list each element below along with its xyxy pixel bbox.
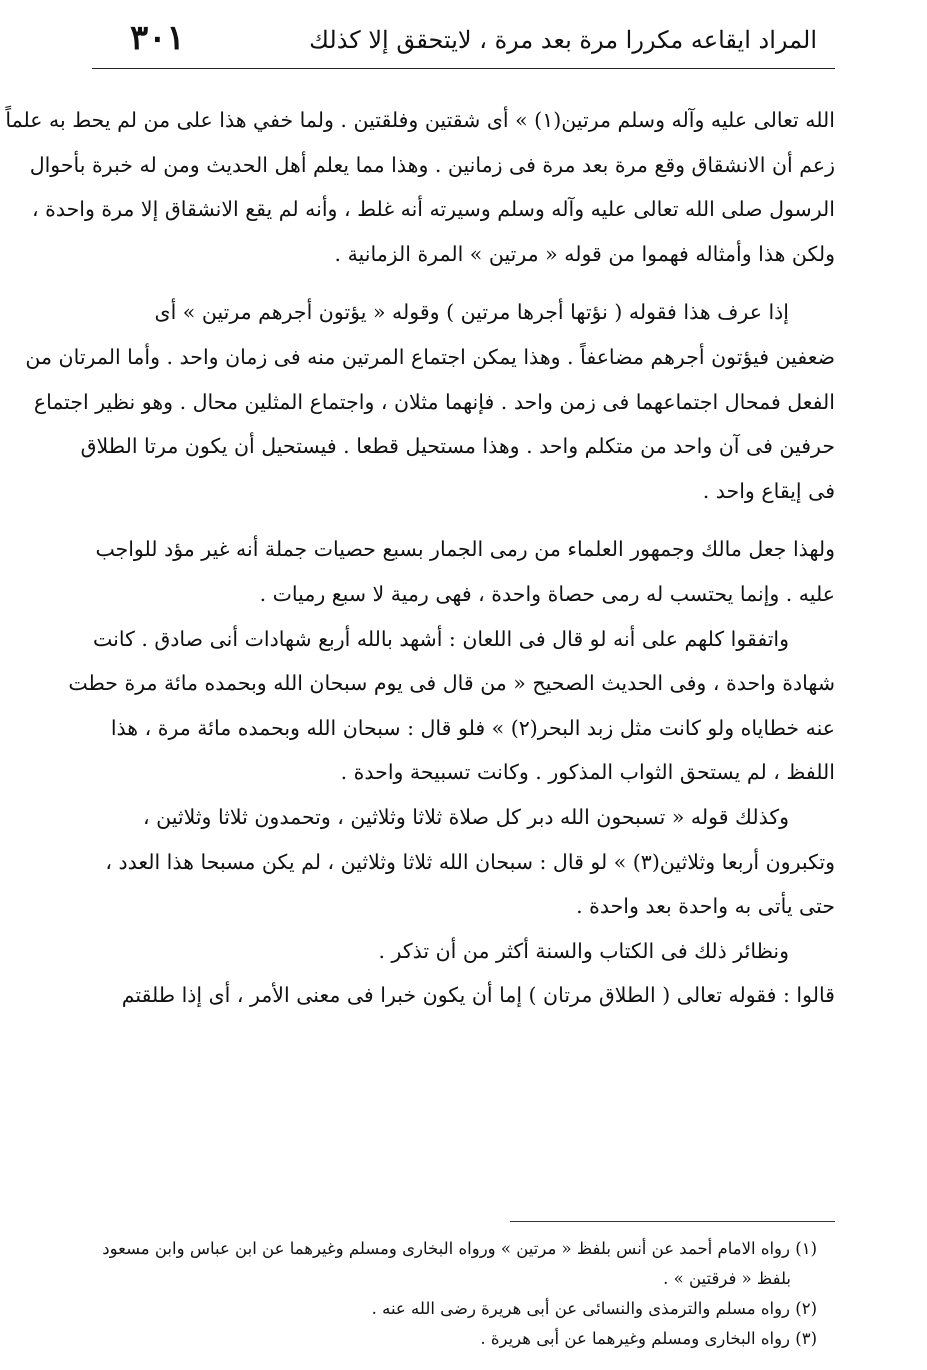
text-line: عليه . وإنما يحتسب له رمى حصاة واحدة ، فهى رمية لا سبع رميات . [259,581,835,606]
text-line: اللفظ ، لم يستحق الثواب المذكور . وكانت تسبيحة واحدة . [340,760,835,785]
text-line: شهادة واحدة ، وفى الحديث الصحيح « من قال فى يوم سبحان الله وبحمده مائة مرة حطت [68,671,835,696]
header-rule [92,68,835,69]
text-line: زعم أن الانشقاق وقع مرة بعد مرة فى زمانين . وهذا مما يعلم أهل الحديث ومن له خبرة بأحوال [29,152,835,177]
page-number: ٣٠١ [130,18,185,58]
text-line: الفعل فمحال اجتماعهما فى زمن واحد . فإنهما مثلان ، واجتماع المثلين محال . وهو نظير اجتماع [33,389,835,414]
text-line: ولهذا جعل مالك وجمهور العلماء من رمى الجمار بسبع حصيات جملة أنه غير مؤد للواجب [95,537,835,562]
body-text [5,98,835,1018]
text-line: قالوا : فقوله تعالى ( الطلاق مرتان ) إما أن يكون خبرا فى معنى الأمر ، أى إذا طلقتم [121,983,835,1008]
text-line: واتفقوا كلهم على أنه لو قال فى اللعان : أشهد بالله أربع شهادات أنى صادق . كانت [92,626,789,651]
paragraph-gap [92,513,835,527]
text-line: إذا عرف هذا فقوله ( نؤتها أجرها مرتين ) وقوله « يؤتون أجرهم مرتين » أى [154,300,789,325]
text-line: ضعفين فيؤتون أجرهم مضاعفاً . وهذا يمكن اجتماع المرتين منه فى زمان واحد . وأما المرتان من [25,344,835,369]
footnote-line: بلفظ « فرقتين » . [663,1269,791,1288]
footnotes [92,1234,817,1354]
text-line: وتكبرون أربعا وثلاثين(٣) » لو قال : سبحان الله ثلاثا وثلاثين ، لم يكن مسبحا هذا العدد ، [105,849,835,874]
text-line: ولكن هذا وأمثاله فهموا من قوله « مرتين » المرة الزمانية . [334,241,835,266]
page-header [92,18,835,62]
text-line: ونظائر ذلك فى الكتاب والسنة أكثر من أن تذكر . [378,938,789,963]
text-line: وكذلك قوله « تسبحون الله دبر كل صلاة ثلاثا وثلاثين ، وتحمدون ثلاثا وثلاثين ، [142,804,789,829]
footnote-line: (٢) رواه مسلم والترمذى والنسائى عن أبى هريرة رضى الله عنه . [371,1299,817,1318]
text-line: الرسول صلى الله تعالى عليه وآله وسلم وسيرته أنه غلط ، وأنه لم يقع الانشقاق إلا مرة واحدة ، [31,197,835,222]
footnote-rule [510,1221,835,1222]
text-line: حرفين فى آن واحد من متكلم واحد . وهذا مستحيل قطعا . فيستحيل أن يكون مرتا الطلاق [80,434,835,459]
running-head: المراد ايقاعه مكررا مرة بعد مرة ، لايتحقق إلا كذلك [309,26,817,54]
text-line: الله تعالى عليه وآله وسلم مرتين(١) » أى شقتين وفلقتين . ولما خفي هذا على من لم يحط به علماً [5,108,835,132]
text-line: عنه خطاياه ولو كانت مثل زبد البحر(٢) » فلو قال : سبحان الله وبحمده مائة مرة ، هذا [110,715,835,740]
text-line: حتى يأتى به واحدة بعد واحدة . [576,894,835,919]
text-line: فى إيقاع واحد . [702,478,835,503]
paragraph-gap [92,276,835,290]
footnote-line: (٣) رواه البخارى ومسلم وغيرهما عن أبى هريرة . [480,1329,817,1348]
footnote-line: (١) رواه الامام أحمد عن أنس بلفظ « مرتين » ورواه البخارى ومسلم وغيرهما عن ابن عباس وابن مسعود [102,1239,817,1258]
